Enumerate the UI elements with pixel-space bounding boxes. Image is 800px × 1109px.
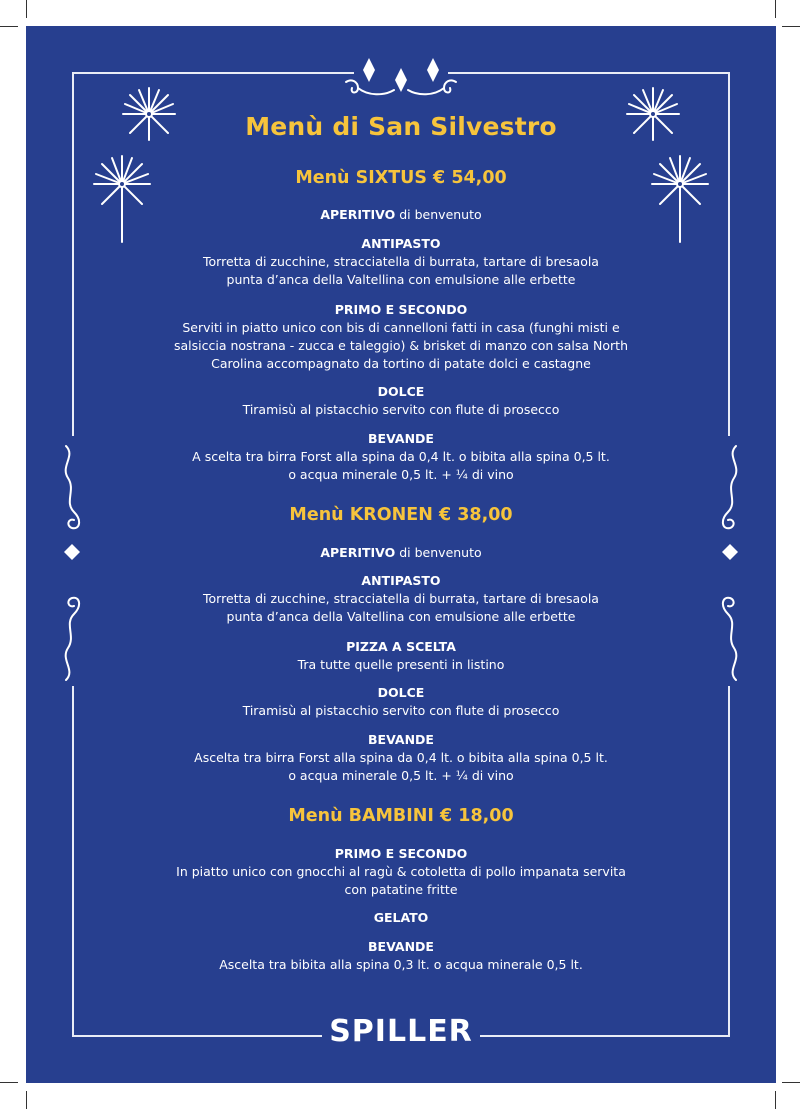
menu-heading-kronen: Menù KRONEN € 38,00 [289, 505, 513, 525]
section-line: Ascelta tra birra Forst alla spina da 0,4 lt. o bibita alla spina 0,5 lt. [194, 750, 608, 765]
section-label: PRIMO E SECONDO [334, 302, 468, 317]
section-gelato [126, 909, 676, 927]
section-dolce [126, 383, 676, 419]
section-label: BEVANDE [368, 732, 434, 747]
section-line: con patatine fritte [344, 882, 458, 897]
swirl-ornament-icon [56, 440, 92, 686]
section-line: In piatto unico con gnocchi al ragù & cotoletta di pollo impanata servita [176, 864, 626, 879]
section-line: Ascelta tra bibita alla spina 0,3 lt. o acqua minerale 0,5 lt. [219, 957, 583, 972]
frame-left-lower [72, 686, 74, 1037]
swirl-ornament-icon [710, 440, 746, 686]
section-label: APERITIVO [320, 545, 396, 560]
section-label: ANTIPASTO [361, 573, 441, 588]
section-line: o acqua minerale 0,5 lt. + ¼ di vino [288, 467, 514, 482]
section-label: GELATO [373, 910, 429, 925]
section-bevande [126, 938, 676, 974]
menu-heading-sixtus: Menù SIXTUS € 54,00 [295, 168, 507, 188]
aperitivo-line [126, 206, 676, 224]
menu-page [26, 26, 776, 1083]
section-line: Tra tutte quelle presenti in listino [297, 657, 505, 672]
section-label: ANTIPASTO [361, 236, 441, 251]
section-line: Serviti in piatto unico con bis di cannelloni fatti in casa (funghi misti e [182, 320, 620, 335]
section-label: PIZZA A SCELTA [346, 639, 456, 654]
section-line: punta d’anca della Valtellina con emulsione alle erbette [226, 272, 576, 287]
spiller-logo: SPILLER [329, 1014, 473, 1049]
section-antipasto [126, 572, 676, 626]
section-bevande [126, 430, 676, 484]
section-label: BEVANDE [368, 939, 434, 954]
section-line: salsiccia nostrana - zucca e taleggio) & brisket di manzo con salsa North [173, 338, 629, 353]
section-line: Torretta di zucchine, stracciatella di burrata, tartare di bresaola [203, 254, 599, 269]
section-label: PRIMO E SECONDO [334, 846, 468, 861]
section-text: di benvenuto [395, 545, 482, 560]
section-label: BEVANDE [368, 431, 434, 446]
section-bevande [126, 731, 676, 785]
page-title: Menù di San Silvestro [245, 112, 557, 141]
menu-content [126, 26, 676, 1083]
section-line: Tiramisù al pistacchio servito con flute di prosecco [242, 703, 560, 718]
section-antipasto [126, 235, 676, 289]
section-pizza [126, 638, 676, 674]
section-line: o acqua minerale 0,5 lt. + ¼ di vino [288, 768, 514, 783]
section-text: di benvenuto [395, 207, 482, 222]
frame-right-upper [728, 72, 730, 436]
section-line: Carolina accompagnato da tortino di patate dolci e castagne [211, 356, 591, 371]
menu-heading-bambini: Menù BAMBINI € 18,00 [288, 806, 514, 826]
section-label: DOLCE [377, 384, 425, 399]
section-primo-secondo [126, 301, 676, 373]
section-line: Tiramisù al pistacchio servito con flute di prosecco [242, 402, 560, 417]
section-line: punta d’anca della Valtellina con emulsione alle erbette [226, 609, 576, 624]
section-label: DOLCE [377, 685, 425, 700]
aperitivo-line [126, 544, 676, 562]
frame-left-upper [72, 72, 74, 436]
section-label: APERITIVO [320, 207, 396, 222]
section-line: Torretta di zucchine, stracciatella di burrata, tartare di bresaola [203, 591, 599, 606]
section-primo-secondo [126, 845, 676, 899]
section-dolce [126, 684, 676, 720]
section-line: A scelta tra birra Forst alla spina da 0,4 lt. o bibita alla spina 0,5 lt. [192, 449, 610, 464]
frame-right-lower [728, 686, 730, 1037]
